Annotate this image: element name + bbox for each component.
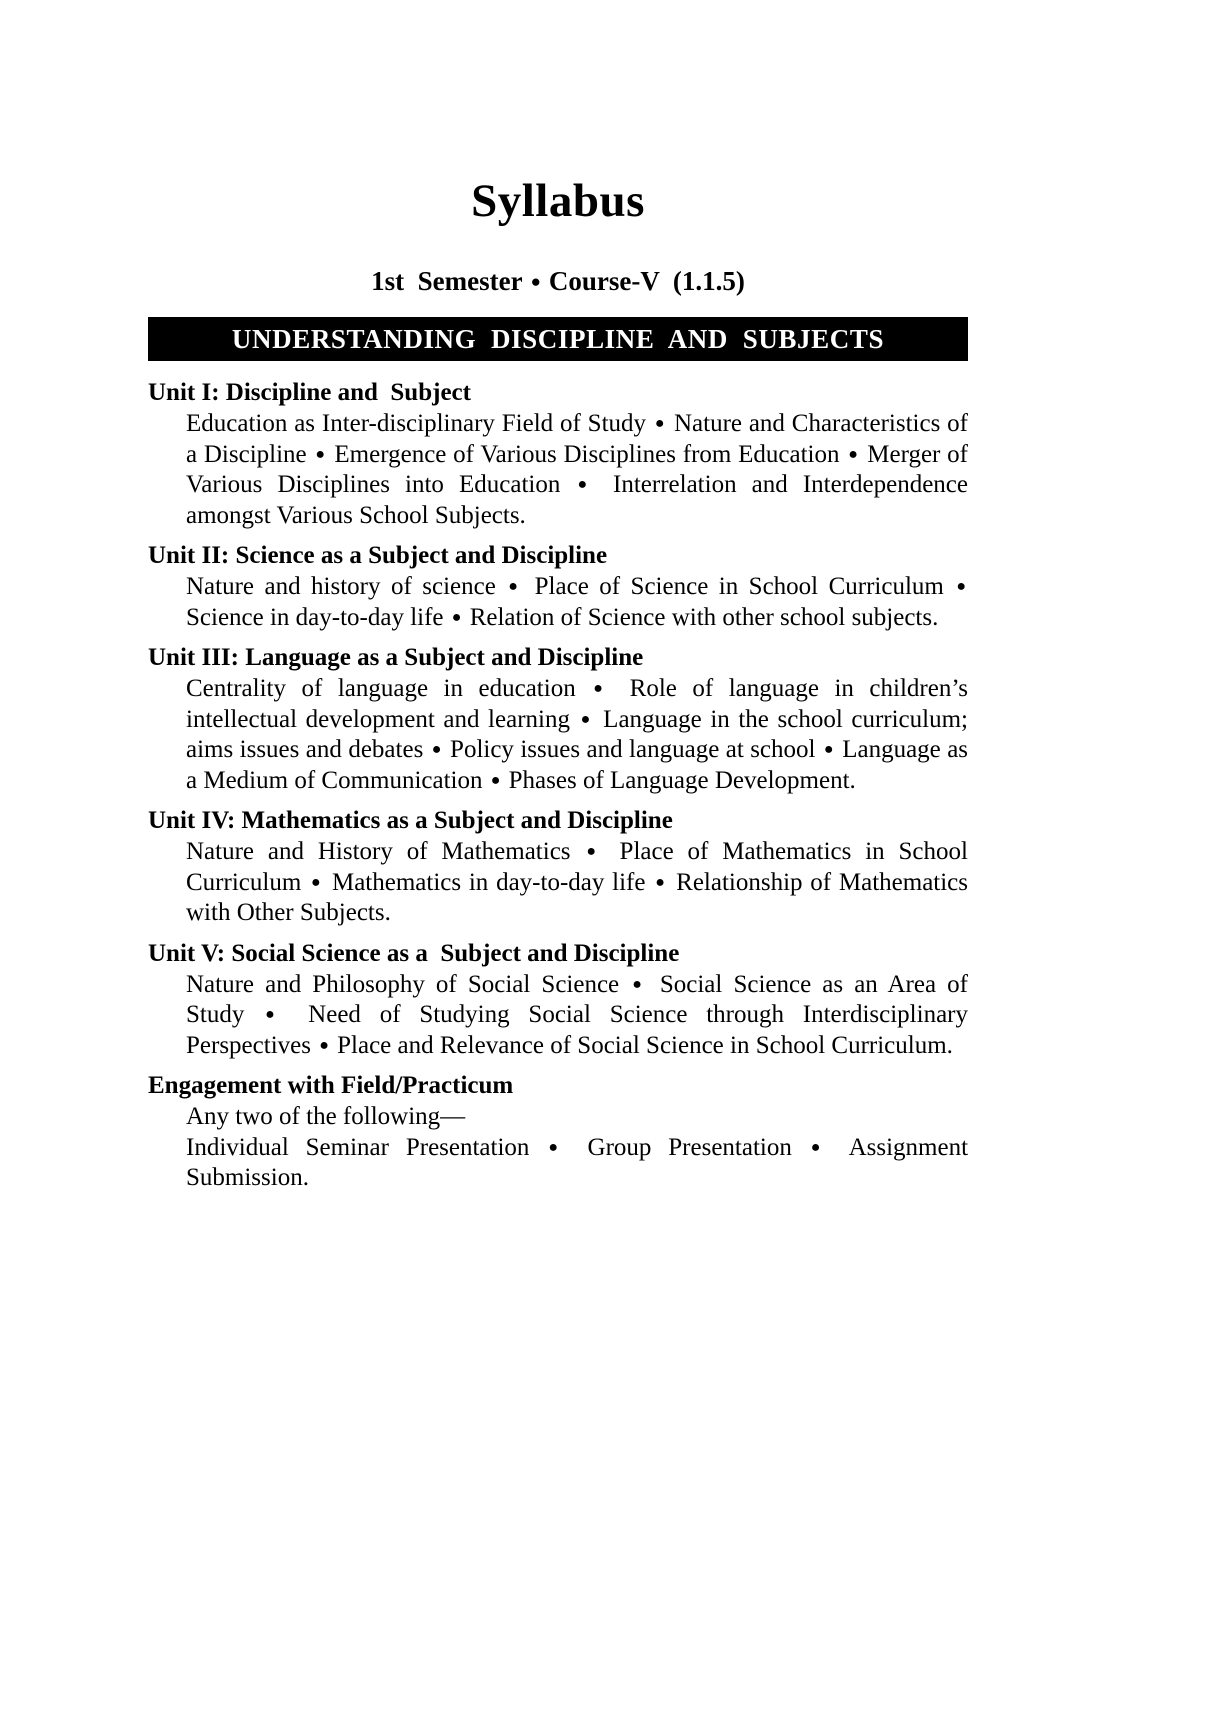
unit-block [148,938,968,1062]
unit-block [148,805,968,929]
unit-body: Centrality of language in education ● Role of language in children’s intellectual development and learning ● Language in the school curriculum; aims issues and debates ● Policy issues and language at school ● Language as a Medium of Communication ● Phases of Language Development. [186,675,969,794]
unit-heading: Unit III: Language as a Subject and Discipline [148,644,644,671]
unit-heading: Unit II: Science as a Subject and Discipline [148,542,608,569]
practicum-heading: Engagement with Field/Practicum [148,1072,514,1099]
practicum-block [148,1070,968,1194]
unit-body: Education as Inter-disciplinary Field of Study ● Nature and Characteristics of a Discipline ● Emergence of Various Disciplines from Education ● Merger of Various Disciplines into Education ● Interrelation and Interdependence amongst Various School Subjects. [186,410,968,529]
unit-block [148,642,968,796]
practicum-body: Individual Seminar Presentation ● Group Presentation ● Assignment Submission. [186,1133,969,1191]
unit-heading: Unit IV: Mathematics as a Subject and Discipline [148,807,673,834]
unit-body: Nature and History of Mathematics ● Place of Mathematics in School Curriculum ● Mathematics in day-to-day life ● Relationship of Mathematics with Other Subjects. [186,838,969,926]
course-title-banner: UNDERSTANDING DISCIPLINE AND SUBJECTS [148,317,968,361]
unit-body: Nature and Philosophy of Social Science ● Social Science as an Area of Study ● Need of Studying Social Science through Interdisciplinary Perspectives ● Place and Relevance of Social Science in School Curriculum. [186,970,968,1059]
unit-heading: Unit I: Discipline and Subject [148,379,471,406]
unit-heading: Unit V: Social Science as a Subject and Discipline [148,939,680,967]
page-content [148,0,968,1203]
course-code-label: Course-V (1.1.5) [548,266,745,296]
page-title: Syllabus [471,175,645,227]
practicum-intro: Any two of the following— [186,1103,466,1130]
unit-body: Nature and history of science ● Place of Science in School Curriculum ● Science in day-to-day life ● Relation of Science with other school subjects. [186,573,966,631]
course-subtitle [148,225,968,295]
unit-block [148,540,968,633]
bullet-separator-icon: ● [530,271,541,291]
semester-label: 1st Semester [371,266,523,296]
unit-block [148,377,968,531]
units-list [148,377,968,1194]
